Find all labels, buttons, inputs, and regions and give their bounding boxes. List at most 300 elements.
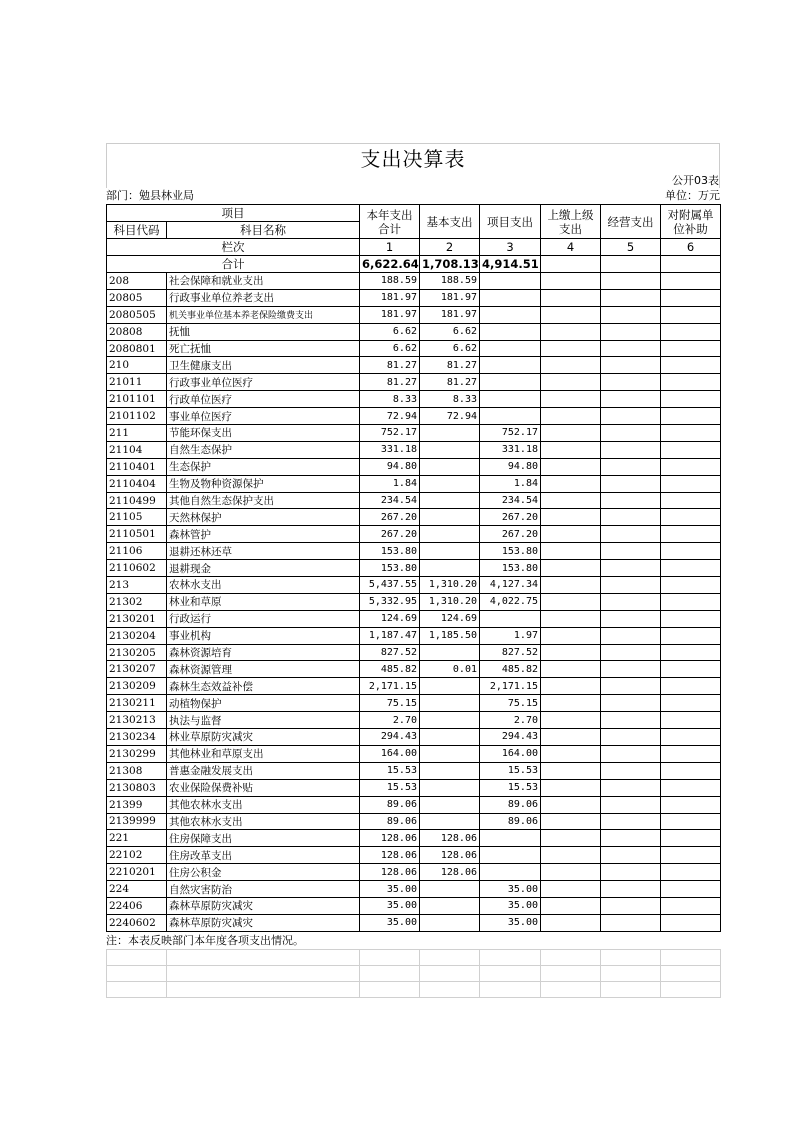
header-subsidy: 对附属单位补助	[661, 205, 721, 239]
row-value-col5	[601, 796, 661, 813]
row-value-col6	[661, 610, 721, 627]
row-name: 退耕现金	[167, 560, 360, 577]
row-value-col3: 4,022.75	[480, 593, 541, 610]
row-value-col2	[420, 678, 480, 695]
row-value-col3	[480, 610, 541, 627]
row-value-col4	[541, 323, 601, 340]
row-value-col4	[541, 627, 601, 644]
row-value-col6	[661, 881, 721, 898]
row-value-col5	[601, 593, 661, 610]
row-name: 执法与监督	[167, 712, 360, 729]
row-code: 2130213	[107, 712, 167, 729]
row-value-col1: 128.06	[360, 864, 420, 881]
total-col3: 4,914.51	[480, 256, 541, 273]
seq-2: 2	[420, 239, 480, 256]
header-name: 科目名称	[167, 222, 360, 239]
row-value-col4	[541, 661, 601, 678]
footnote: 注：本表反映部门本年度各项支出情况。	[106, 933, 304, 947]
row-code: 208	[107, 273, 167, 290]
row-value-col5	[601, 273, 661, 290]
header-project: 项目支出	[480, 205, 541, 239]
row-value-col1: 181.97	[360, 289, 420, 306]
row-value-col3: 15.53	[480, 762, 541, 779]
row-value-col1: 81.27	[360, 374, 420, 391]
row-value-col4	[541, 526, 601, 543]
row-value-col1: 1.84	[360, 475, 420, 492]
table-row	[107, 864, 721, 881]
row-value-col3: 153.80	[480, 543, 541, 560]
row-name: 森林资源管理	[167, 661, 360, 678]
row-name: 农业保险保费补贴	[167, 779, 360, 796]
unit-label: 单位：万元	[665, 189, 720, 202]
row-name: 其他自然生态保护支出	[167, 492, 360, 509]
row-name: 行政事业单位养老支出	[167, 289, 360, 306]
row-value-col4	[541, 644, 601, 661]
row-value-col4	[541, 712, 601, 729]
row-code: 21104	[107, 441, 167, 458]
row-value-col3: 4,127.34	[480, 577, 541, 594]
row-value-col1: 8.33	[360, 391, 420, 408]
row-value-col3: 94.80	[480, 458, 541, 475]
row-name: 生态保护	[167, 458, 360, 475]
row-value-col5	[601, 441, 661, 458]
row-value-col2	[420, 425, 480, 442]
row-value-col2: 128.06	[420, 847, 480, 864]
row-value-col5	[601, 678, 661, 695]
row-value-col1: 267.20	[360, 509, 420, 526]
row-code: 2139999	[107, 813, 167, 830]
row-value-col1: 752.17	[360, 425, 420, 442]
row-code: 2110404	[107, 475, 167, 492]
row-value-col5	[601, 526, 661, 543]
table-row	[107, 425, 721, 442]
row-value-col6	[661, 357, 721, 374]
row-value-col2: 181.97	[420, 289, 480, 306]
row-value-col2	[420, 796, 480, 813]
row-value-col4	[541, 340, 601, 357]
row-value-col1: 128.06	[360, 847, 420, 864]
row-value-col4	[541, 492, 601, 509]
row-name: 自然灾害防治	[167, 881, 360, 898]
row-code: 211	[107, 425, 167, 442]
row-value-col5	[601, 897, 661, 914]
table-row	[107, 712, 721, 729]
row-value-col1: 181.97	[360, 306, 420, 323]
row-name: 社会保障和就业支出	[167, 273, 360, 290]
row-code: 2110602	[107, 560, 167, 577]
row-value-col4	[541, 695, 601, 712]
row-name: 森林草原防灾减灾	[167, 914, 360, 931]
form-code: 公开03表	[106, 174, 720, 188]
table-row	[107, 340, 721, 357]
row-value-col6	[661, 914, 721, 931]
table-row	[107, 661, 721, 678]
header-basic: 基本支出	[420, 205, 480, 239]
row-name: 行政事业单位医疗	[167, 374, 360, 391]
table-row	[107, 458, 721, 475]
row-value-col4	[541, 813, 601, 830]
table-row	[107, 391, 721, 408]
row-value-col4	[541, 273, 601, 290]
page-title: 支出决算表	[106, 143, 720, 174]
row-value-col4	[541, 357, 601, 374]
row-value-col2	[420, 779, 480, 796]
row-name: 其他农林水支出	[167, 796, 360, 813]
row-value-col6	[661, 712, 721, 729]
row-value-col5	[601, 881, 661, 898]
row-value-col3	[480, 289, 541, 306]
table-row	[107, 847, 721, 864]
row-value-col2	[420, 509, 480, 526]
table-row	[107, 644, 721, 661]
empty-row	[107, 981, 721, 997]
row-value-col3	[480, 847, 541, 864]
row-value-col6	[661, 813, 721, 830]
row-value-col6	[661, 475, 721, 492]
row-value-col2: 72.94	[420, 408, 480, 425]
row-code: 2130207	[107, 661, 167, 678]
table-row	[107, 509, 721, 526]
row-name: 森林管护	[167, 526, 360, 543]
row-code: 2130803	[107, 779, 167, 796]
row-value-col1: 35.00	[360, 914, 420, 931]
table-row	[107, 273, 721, 290]
row-value-col5	[601, 762, 661, 779]
expenditure-sheet	[106, 143, 720, 998]
row-name: 自然生态保护	[167, 441, 360, 458]
row-code: 2130211	[107, 695, 167, 712]
row-name: 其他林业和草原支出	[167, 745, 360, 762]
row-code: 210	[107, 357, 167, 374]
row-value-col3	[480, 374, 541, 391]
row-value-col3: 234.54	[480, 492, 541, 509]
row-value-col1: 153.80	[360, 543, 420, 560]
row-name: 普惠金融发展支出	[167, 762, 360, 779]
row-value-col4	[541, 830, 601, 847]
row-value-col4	[541, 610, 601, 627]
row-value-col2	[420, 644, 480, 661]
row-name: 森林生态效益补偿	[167, 678, 360, 695]
row-name: 卫生健康支出	[167, 357, 360, 374]
row-value-col3: 35.00	[480, 881, 541, 898]
row-value-col3: 1.84	[480, 475, 541, 492]
row-value-col4	[541, 864, 601, 881]
empty-grid	[106, 949, 721, 998]
row-code: 2080801	[107, 340, 167, 357]
row-value-col5	[601, 610, 661, 627]
row-name: 生物及物种资源保护	[167, 475, 360, 492]
table-row	[107, 796, 721, 813]
department-label: 部门：勉县林业局	[106, 189, 194, 202]
row-value-col5	[601, 543, 661, 560]
row-code: 21302	[107, 593, 167, 610]
row-value-col1: 89.06	[360, 813, 420, 830]
row-value-col5	[601, 745, 661, 762]
row-value-col2	[420, 813, 480, 830]
header-operation: 经营支出	[601, 205, 661, 239]
row-value-col6	[661, 441, 721, 458]
row-name: 住房公积金	[167, 864, 360, 881]
total-label: 合计	[107, 256, 360, 273]
table-row	[107, 695, 721, 712]
row-value-col6	[661, 762, 721, 779]
row-value-col2	[420, 492, 480, 509]
row-value-col5	[601, 475, 661, 492]
row-value-col3: 89.06	[480, 796, 541, 813]
row-value-col6	[661, 729, 721, 746]
row-name: 森林草原防灾减灾	[167, 897, 360, 914]
row-value-col3: 89.06	[480, 813, 541, 830]
row-name: 其他农林水支出	[167, 813, 360, 830]
row-name: 动植物保护	[167, 695, 360, 712]
row-value-col3	[480, 306, 541, 323]
row-code: 21399	[107, 796, 167, 813]
row-value-col4	[541, 796, 601, 813]
row-code: 22102	[107, 847, 167, 864]
row-code: 2110499	[107, 492, 167, 509]
table-row	[107, 289, 721, 306]
row-value-col6	[661, 273, 721, 290]
row-value-col6	[661, 678, 721, 695]
row-value-col5	[601, 458, 661, 475]
row-value-col5	[601, 492, 661, 509]
row-value-col1: 294.43	[360, 729, 420, 746]
row-value-col3: 35.00	[480, 897, 541, 914]
row-value-col5	[601, 509, 661, 526]
row-value-col4	[541, 847, 601, 864]
row-value-col5	[601, 779, 661, 796]
table-row	[107, 762, 721, 779]
row-value-col2	[420, 526, 480, 543]
row-value-col6	[661, 661, 721, 678]
row-value-col1: 164.00	[360, 745, 420, 762]
row-value-col4	[541, 441, 601, 458]
table-row	[107, 408, 721, 425]
row-code: 21011	[107, 374, 167, 391]
row-value-col5	[601, 340, 661, 357]
row-value-col4	[541, 475, 601, 492]
row-value-col3	[480, 323, 541, 340]
row-value-col3: 267.20	[480, 526, 541, 543]
table-row	[107, 526, 721, 543]
row-code: 2130234	[107, 729, 167, 746]
row-code: 2130205	[107, 644, 167, 661]
table-row	[107, 627, 721, 644]
row-value-col3: 485.82	[480, 661, 541, 678]
row-value-col1: 1,187.47	[360, 627, 420, 644]
row-name: 退耕还林还草	[167, 543, 360, 560]
row-value-col4	[541, 509, 601, 526]
table-row	[107, 441, 721, 458]
row-value-col2	[420, 762, 480, 779]
table-row	[107, 543, 721, 560]
row-name: 林业草原防灾减灾	[167, 729, 360, 746]
row-value-col5	[601, 577, 661, 594]
row-value-col2	[420, 560, 480, 577]
row-value-col3: 1.97	[480, 627, 541, 644]
row-value-col6	[661, 627, 721, 644]
row-value-col2	[420, 543, 480, 560]
row-value-col2: 81.27	[420, 374, 480, 391]
total-col4	[541, 256, 601, 273]
row-value-col6	[661, 847, 721, 864]
row-value-col4	[541, 391, 601, 408]
row-name: 天然林保护	[167, 509, 360, 526]
row-code: 2210201	[107, 864, 167, 881]
row-name: 机关事业单位基本养老保险缴费支出	[167, 306, 360, 323]
row-code: 2240602	[107, 914, 167, 931]
row-value-col6	[661, 492, 721, 509]
row-code: 21106	[107, 543, 167, 560]
row-value-col6	[661, 695, 721, 712]
header-upper: 上缴上级支出	[541, 205, 601, 239]
row-value-col5	[601, 813, 661, 830]
row-value-col3	[480, 357, 541, 374]
row-value-col5	[601, 712, 661, 729]
row-value-col4	[541, 306, 601, 323]
row-name: 住房改革支出	[167, 847, 360, 864]
table-row	[107, 492, 721, 509]
row-value-col5	[601, 357, 661, 374]
row-value-col2: 128.06	[420, 864, 480, 881]
row-value-col5	[601, 695, 661, 712]
row-code: 20808	[107, 323, 167, 340]
table-row	[107, 323, 721, 340]
seq-3: 3	[480, 239, 541, 256]
header-total-line1: 本年支出	[366, 207, 413, 222]
row-name: 死亡抚恤	[167, 340, 360, 357]
row-name: 森林资源培育	[167, 644, 360, 661]
row-value-col4	[541, 593, 601, 610]
row-value-col3	[480, 340, 541, 357]
row-value-col6	[661, 289, 721, 306]
row-value-col2: 1,185.50	[420, 627, 480, 644]
row-name: 事业机构	[167, 627, 360, 644]
row-value-col6	[661, 577, 721, 594]
row-code: 221	[107, 830, 167, 847]
row-value-col2	[420, 897, 480, 914]
row-value-col1: 2.70	[360, 712, 420, 729]
row-value-col3: 35.00	[480, 914, 541, 931]
row-value-col5	[601, 830, 661, 847]
row-value-col6	[661, 593, 721, 610]
row-value-col5	[601, 864, 661, 881]
row-value-col5	[601, 425, 661, 442]
row-value-col5	[601, 560, 661, 577]
row-value-col1: 827.52	[360, 644, 420, 661]
row-value-col2	[420, 441, 480, 458]
row-value-col3: 15.53	[480, 779, 541, 796]
row-code: 2130209	[107, 678, 167, 695]
row-value-col2: 8.33	[420, 391, 480, 408]
row-code: 224	[107, 881, 167, 898]
row-value-col4	[541, 543, 601, 560]
expenditure-table	[106, 204, 721, 932]
row-value-col3: 2,171.15	[480, 678, 541, 695]
row-code: 2130201	[107, 610, 167, 627]
row-value-col5	[601, 914, 661, 931]
row-name: 行政运行	[167, 610, 360, 627]
row-code: 21308	[107, 762, 167, 779]
table-row	[107, 914, 721, 931]
row-value-col6	[661, 391, 721, 408]
row-value-col4	[541, 881, 601, 898]
row-value-col4	[541, 425, 601, 442]
row-value-col1: 75.15	[360, 695, 420, 712]
row-value-col5	[601, 847, 661, 864]
row-value-col2: 181.97	[420, 306, 480, 323]
table-row	[107, 881, 721, 898]
row-value-col1: 72.94	[360, 408, 420, 425]
row-value-col5	[601, 323, 661, 340]
table-row	[107, 374, 721, 391]
row-value-col6	[661, 830, 721, 847]
table-row	[107, 560, 721, 577]
row-name: 抚恤	[167, 323, 360, 340]
row-value-col2: 6.62	[420, 340, 480, 357]
row-value-col1: 6.62	[360, 323, 420, 340]
row-name: 事业单位医疗	[167, 408, 360, 425]
row-value-col1: 267.20	[360, 526, 420, 543]
seq-1: 1	[360, 239, 420, 256]
row-value-col5	[601, 306, 661, 323]
header-code: 科目代码	[107, 222, 167, 239]
row-value-col4	[541, 374, 601, 391]
row-value-col6	[661, 779, 721, 796]
row-value-col6	[661, 323, 721, 340]
empty-row	[107, 965, 721, 981]
row-value-col1: 81.27	[360, 357, 420, 374]
row-value-col3: 331.18	[480, 441, 541, 458]
row-value-col5	[601, 627, 661, 644]
row-value-col6	[661, 543, 721, 560]
table-row	[107, 357, 721, 374]
row-value-col4	[541, 289, 601, 306]
row-value-col3: 75.15	[480, 695, 541, 712]
table-row	[107, 813, 721, 830]
empty-row	[107, 949, 721, 965]
row-value-col3	[480, 830, 541, 847]
row-value-col4	[541, 914, 601, 931]
row-value-col2	[420, 475, 480, 492]
table-row	[107, 745, 721, 762]
table-row	[107, 610, 721, 627]
row-value-col2: 6.62	[420, 323, 480, 340]
row-value-col4	[541, 779, 601, 796]
row-value-col2: 1,310.20	[420, 593, 480, 610]
row-value-col2: 0.01	[420, 661, 480, 678]
row-value-col6	[661, 526, 721, 543]
row-value-col4	[541, 762, 601, 779]
row-name: 林业和草原	[167, 593, 360, 610]
table-row	[107, 779, 721, 796]
table-row	[107, 897, 721, 914]
row-name: 住房保障支出	[167, 830, 360, 847]
row-value-col2: 1,310.20	[420, 577, 480, 594]
row-value-col1: 15.53	[360, 762, 420, 779]
row-value-col6	[661, 560, 721, 577]
row-value-col1: 331.18	[360, 441, 420, 458]
row-value-col1: 485.82	[360, 661, 420, 678]
row-value-col4	[541, 458, 601, 475]
row-value-col2	[420, 729, 480, 746]
row-value-col5	[601, 729, 661, 746]
row-value-col3	[480, 864, 541, 881]
total-col6	[661, 256, 721, 273]
table-row	[107, 830, 721, 847]
row-value-col1: 15.53	[360, 779, 420, 796]
header-item: 项目	[107, 205, 360, 222]
